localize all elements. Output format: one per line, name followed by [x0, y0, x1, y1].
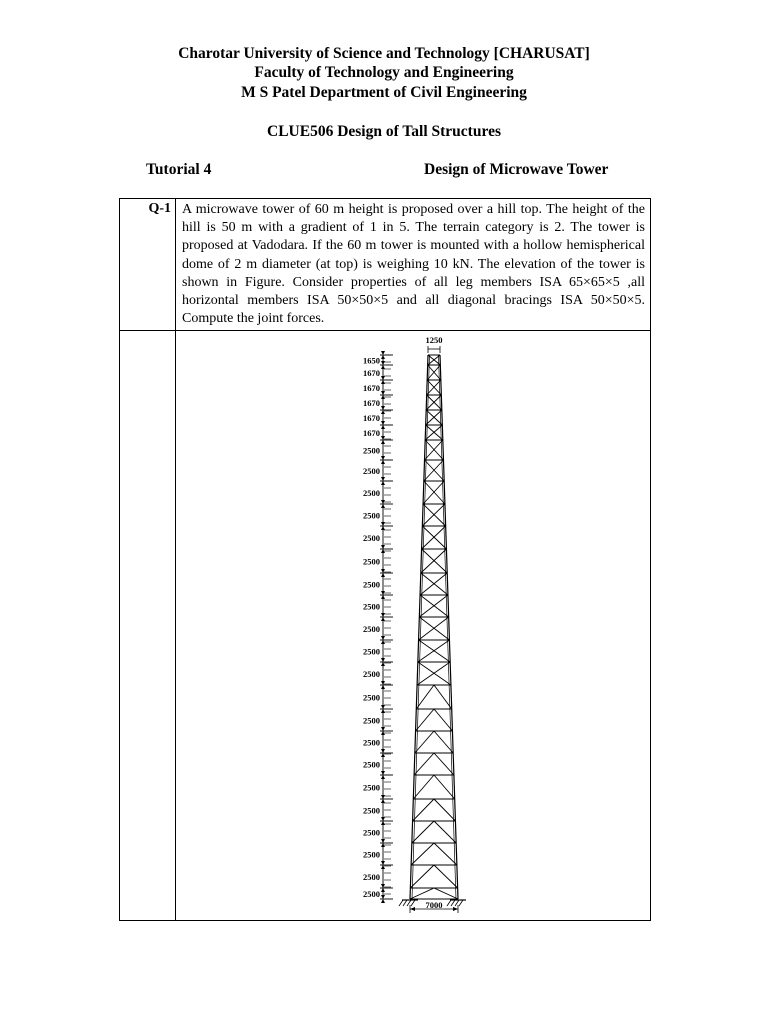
tower-diagonal-brace [420, 573, 447, 595]
figure-cell [176, 331, 651, 921]
dimension-arrow [381, 884, 385, 888]
tower-diagonal-brace [422, 526, 446, 549]
tower-k-brace [434, 731, 453, 753]
question-number: Q-1 [120, 199, 176, 331]
panel-height-label: 2500 [363, 533, 380, 544]
panel-height-label: 2500 [363, 466, 380, 477]
dimension-arrow [381, 865, 385, 869]
department-name: M S Patel Department of Civil Engineering [241, 84, 527, 101]
tower-diagonal-brace [424, 481, 445, 504]
tower-diagonal-brace [424, 460, 444, 481]
dimension-arrow [381, 636, 385, 640]
tower-k-brace [415, 731, 434, 753]
tower-left-leg [410, 355, 428, 899]
dimension-arrow [381, 391, 385, 395]
figure-number-cell [120, 331, 176, 921]
panel-height-label: 2500 [363, 601, 380, 612]
tower-diagonal-brace [425, 460, 445, 481]
faculty-name: Faculty of Technology and Engineering [254, 64, 514, 81]
panel-height-label: 2500 [363, 805, 380, 816]
panel-height-label: 1670 [363, 413, 380, 424]
panel-height-label: 2500 [363, 488, 380, 499]
dimension-arrow [381, 753, 385, 757]
dimension-arrow [381, 376, 385, 380]
dimension-arrow [381, 895, 385, 899]
dimension-arrow [381, 775, 385, 779]
support-hatch [459, 900, 463, 906]
tower-k-brace [411, 843, 434, 865]
tower-k-brace [434, 888, 458, 899]
top-width-label: 1250 [425, 335, 443, 346]
panel-height-label: 2500 [363, 445, 380, 456]
dimension-arrow [381, 361, 385, 365]
panel-height-label: 2500 [363, 759, 380, 770]
support-hatch [411, 900, 415, 906]
dimension-arrow [381, 681, 385, 685]
tower-left-leg-inner [412, 355, 430, 899]
base-width-arrow [453, 907, 458, 911]
panel-height-label: 2500 [363, 692, 380, 703]
tower-diagonal-brace [425, 440, 443, 460]
dimension-arrow [381, 460, 385, 464]
dimension-arrow [381, 662, 385, 666]
dimension-arrow [381, 365, 385, 369]
base-width-arrow [410, 907, 415, 911]
dimension-arrow [381, 351, 385, 355]
dimension-arrow [381, 705, 385, 709]
dimension-arrow [381, 545, 385, 549]
dimension-arrow [381, 617, 385, 621]
dimension-arrow [381, 573, 385, 577]
dimension-arrow [381, 709, 385, 713]
tower-diagonal-brace [419, 617, 449, 640]
tower-diagonal-brace [419, 617, 449, 640]
panel-height-label: 2500 [363, 849, 380, 860]
dimension-arrow [381, 504, 385, 508]
dimension-arrow [381, 436, 385, 440]
tutorial-topic: Design of Microwave Tower [424, 161, 609, 178]
panel-height-label: 2500 [363, 715, 380, 726]
question-text: A microwave tower of 60 m height is proposed over a hill top. The height of the hill is 50 m with a gradient of 1 in 5. The terrain category is 2. The tower is proposed at Vadodara. If the 60 m tower is mounted with a hollow hemispherical dome of 2 m diameter (at top) is weighing 10 kN. The elevation of the tower is shown in Figure. Consider properties of all leg members ISA 65×65×5 ,all horizontal members ISA 50×50×5 and all diagonal bracings ISA 50×50×5. Compute the joint forces. [176, 199, 651, 331]
question-row [120, 199, 651, 331]
tower-diagonal-brace [421, 573, 448, 595]
dimension-arrow [381, 771, 385, 775]
tower-k-brace [410, 865, 434, 888]
tower-k-brace [410, 888, 434, 899]
base-width-label: 7000 [425, 900, 443, 911]
tower-k-brace [434, 843, 457, 865]
dimension-arrow [381, 526, 385, 530]
dimension-arrow [381, 421, 385, 425]
dimension-arrow [381, 481, 385, 485]
figure-row [120, 331, 651, 921]
dimension-arrow [381, 821, 385, 825]
dimension-arrow [381, 456, 385, 460]
tower-k-brace [434, 799, 455, 821]
course-title: CLUE506 Design of Tall Structures [267, 123, 501, 140]
panel-height-label: 2500 [363, 510, 380, 521]
dimension-arrow [381, 425, 385, 429]
tower-k-brace [434, 753, 454, 775]
support-hatch [447, 900, 451, 906]
dimension-arrow [381, 727, 385, 731]
support-hatch [403, 900, 407, 906]
dimension-arrow [381, 477, 385, 481]
panel-height-label: 2500 [363, 669, 380, 680]
panel-height-label: 2500 [363, 556, 380, 567]
tower-diagonal-brace [422, 526, 446, 549]
dimension-arrow [381, 355, 385, 359]
panel-height-label: 2500 [363, 579, 380, 590]
tower-k-brace [414, 753, 434, 775]
dimension-arrow [381, 613, 385, 617]
question-table [119, 198, 651, 921]
tower-diagonal-brace [423, 504, 446, 526]
tower-right-leg-inner [439, 355, 457, 899]
tower-elevation-figure [176, 331, 654, 918]
dimension-arrow [381, 749, 385, 753]
dimension-arrow [381, 440, 385, 444]
tower-diagonal-brace [422, 549, 448, 573]
dimension-arrow [381, 795, 385, 799]
tower-k-brace [434, 821, 456, 843]
dimension-arrow [381, 861, 385, 865]
tower-k-brace [434, 775, 455, 799]
support-hatch [451, 900, 455, 906]
panel-height-label: 1670 [363, 398, 380, 409]
tower-diagonal-brace [423, 481, 444, 504]
panel-height-label: 1650 [363, 355, 380, 366]
support-hatch [399, 900, 403, 906]
tower-diagonal-brace [421, 549, 447, 573]
panel-height-label: 1670 [363, 383, 380, 394]
tower-right-leg [440, 355, 458, 899]
dimension-arrow [381, 899, 385, 903]
panel-height-label: 1670 [363, 368, 380, 379]
dimension-arrow [381, 658, 385, 662]
dimension-arrow [381, 569, 385, 573]
tower-k-brace [413, 775, 434, 799]
tower-diagonal-brace [422, 504, 445, 526]
dimension-arrow [381, 685, 385, 689]
dimension-arrow [381, 817, 385, 821]
tower-k-brace [412, 821, 434, 843]
panel-height-label: 2500 [363, 872, 380, 883]
panel-height-label: 2500 [363, 827, 380, 838]
panel-height-label: 2500 [363, 782, 380, 793]
panel-height-label: 2500 [363, 889, 380, 900]
panel-height-label: 2500 [363, 737, 380, 748]
dimension-arrow [381, 410, 385, 414]
dimension-arrow [381, 799, 385, 803]
dimension-arrow [381, 380, 385, 384]
panel-height-label: 1670 [363, 428, 380, 439]
dimension-arrow [381, 595, 385, 599]
panel-height-label: 2500 [363, 624, 380, 635]
tower-diagonal-brace [425, 440, 443, 460]
dimension-arrow [381, 522, 385, 526]
tower-k-brace [434, 865, 458, 888]
tutorial-number: Tutorial 4 [146, 161, 212, 178]
dimension-arrow [381, 406, 385, 410]
tower-k-brace [413, 799, 434, 821]
university-name: Charotar University of Science and Technology [CHARUSAT] [178, 45, 590, 62]
dimension-arrow [381, 839, 385, 843]
dimension-arrow [381, 888, 385, 892]
panel-height-label: 2500 [363, 646, 380, 657]
